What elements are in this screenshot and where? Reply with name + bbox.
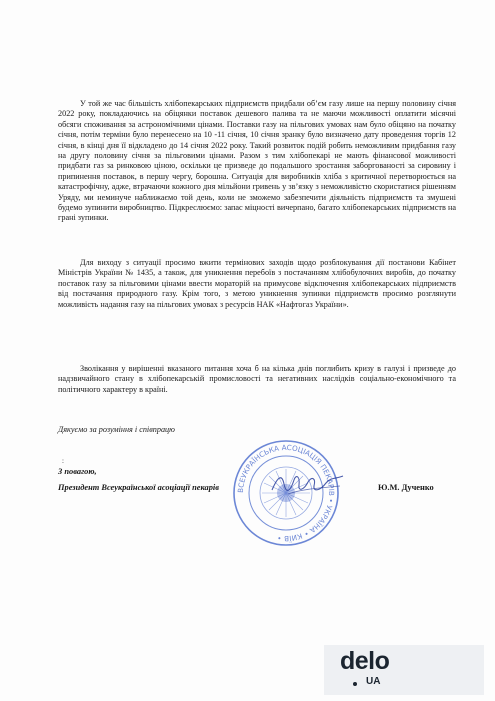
signature-icon: [268, 470, 348, 500]
watermark-dot: [353, 682, 357, 686]
regards-line: З повагою,: [58, 467, 97, 476]
signer-position: Президент Всеукраїнської асоціації пекарів: [58, 483, 219, 492]
letter-paragraph-3: Зволікання у вирішенні вказаного питання хоча б на кілька днів поглибить кризу в галузі і призведе до надзвичайного стану в хлібопекарській промисловості та негативних наслідків соціально-економічного та політичного характеру в країні.: [58, 364, 456, 394]
svg-text:ВСЕУКРАЇНСЬКА АСОЦІАЦІЯ ПЕКАРІ: ВСЕУКРАЇНСЬКА АСОЦІАЦІЯ ПЕКАРІВ • УКРАЇНА • КИЇВ •: [235, 442, 337, 544]
signer-name: Ю.М. Дученко: [378, 483, 434, 492]
letter-paragraph-2: Для виходу з ситуації просимо вжити термінових заходів щодо розблокування дії постанови Кабінет Міністрів України № 1435, а також, для уникнення перебоїв з постачанням хлібобулочних виробів, до початку поставок газу за пільговими цінами ввести мораторій на примусове відключення хлібопекарських підприємств від постачання природного газу. Крім того, з метою уникнення зупинки підприємств просимо розглянути можливість надання газу на пільгових умовах з ресурсів НАК «Нафтогаз України».: [58, 258, 456, 309]
letter-paragraph-1: У той же час більшість хлібопекарських підприємств придбали об’єм газу лише на першу половину січня 2022 року, покладаючись на обіцянки поставок дешевого палива та не маючи можливості оплатити місячні обсяги споживання за астрономічними цінами. Поставки газу на пільгових умовах нам було обіцяно на початку січня, потім терміни було перенесено на 10 -11 січня, 10 січня зранку було визначено дату проведення торгів 12 січня, в кінці дня її відкладено до 14 січня 2022 року. Такий розвиток подій робить неможливим придбання газу на другу половину січня за пільговими цінами. Разом з тим хлібопекарі не мають фінансової можливості придбати газ за ринковою ціною, оскільки це призведе до подальшого зростання заборгованості за сировину і припинення поставок, в першу чергу, борошна. Ситуація для виробників хліба з критичної перетворюється на катастрофічну, адже, втрачаючи кожного дня мільйони гривень у зв’язку з неможливістю скористатися рішенням Уряду, ми неминуче наближаємо той день, коли не зможемо забезпечити діяльність підприємств та змушені будемо зупинити виробництво. Підкреслюємо: запас міцності вичерпано, багато хлібопекарських підприємств на грані зупинки.: [58, 99, 456, 223]
margin-mark: :: [62, 457, 64, 465]
watermark-logo: delo: [340, 647, 390, 675]
watermark-domain: UA: [366, 676, 381, 687]
thanks-line: Дякуємо за розуміння і співпрацю: [58, 425, 175, 434]
